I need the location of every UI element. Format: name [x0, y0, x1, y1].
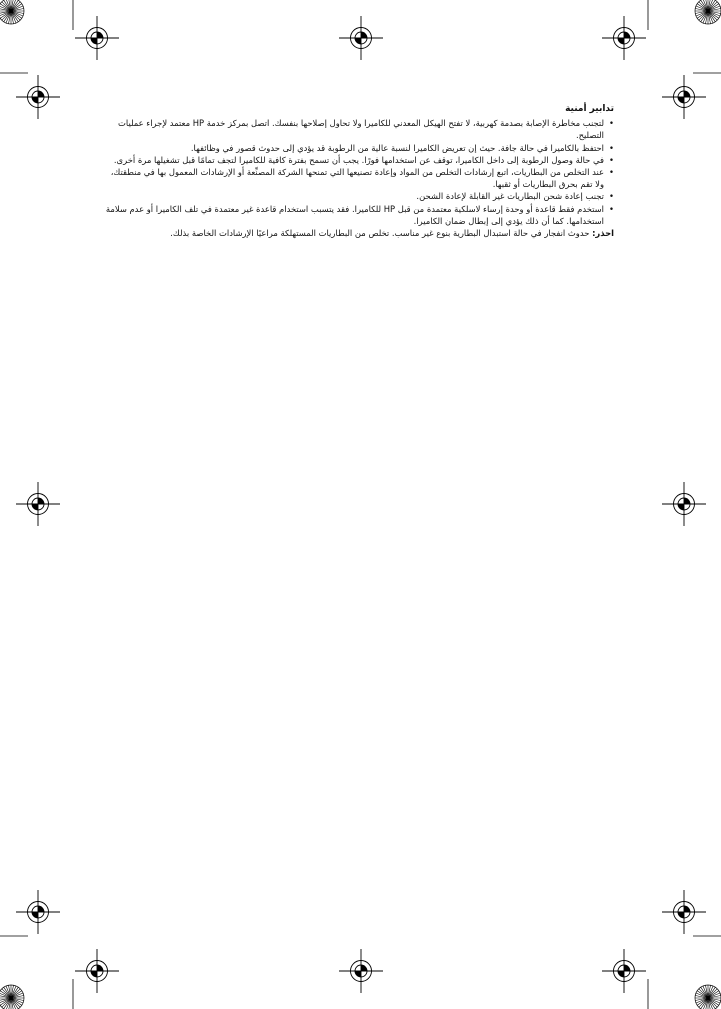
warning-label: احذر: [592, 228, 614, 239]
list-item: • احتفظ بالكاميرا في حالة جافة. حيث إن تعريض الكاميرا لنسبة عالية من الرطوبة قد يؤدي إلى حدوث قصور في وظائفها. [100, 142, 614, 154]
list-item: • لتجنب مخاطرة الإصابة بصدمة كهربية، لا تفتح الهيكل المعدني للكاميرا ولا تحاول إصلاحها بنفسك. اتصل بمركز خدمة HP معتمد لإجراء عمليات التصليح. [100, 117, 614, 141]
warning-text: حدوث انفجار في حالة استبدال البطارية بنوع غير مناسب. تخلص من البطاريات المستهلكة مراعيًا الإرشادات الخاصة بذلك. [170, 228, 590, 239]
safety-section [100, 103, 614, 239]
warning-paragraph [100, 227, 614, 239]
list-item: • عند التخلص من البطاريات، اتبع إرشادات التخلص من المواد وإعادة تصنيعها التي تمنحها الشركة المصنِّعة أو الإرشادات المعمول بها في منطقتك، ولا تقم بحرق البطاريات أو ثقبها. [100, 166, 614, 190]
section-title: تدابير أمنية [565, 104, 614, 114]
safety-list [100, 117, 614, 227]
list-item: • استخدم فقط قاعدة أو وحدة إرساء لاسلكية معتمدة من قبل HP للكاميرا. فقد يتسبب استخدام قاعدة غير معتمدة في تلف الكاميرا أو عدم سلامة استخدامها. كما أن ذلك يؤدي إلى إبطال ضمان الكاميرا. [100, 203, 614, 227]
list-item: • تجنب إعادة شحن البطاريات غير القابلة لإعادة الشحن. [100, 190, 614, 202]
list-item: • في حالة وصول الرطوبة إلى داخل الكاميرا، توقف عن استخدامها فورًا. يجب أن تسمح بفترة كافية للكاميرا لتجف تمامًا قبل تشغيلها مرة أخرى. [100, 154, 614, 166]
